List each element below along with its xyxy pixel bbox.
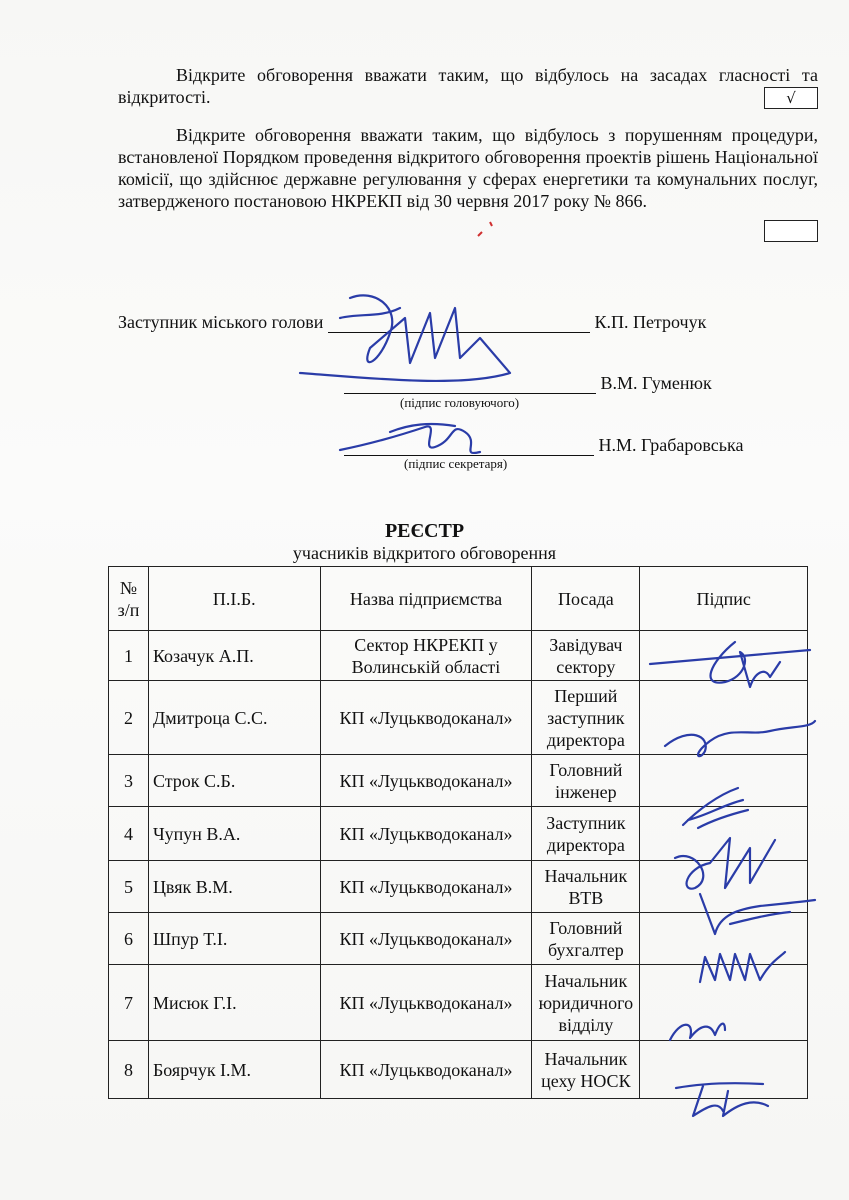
column-header-number: № з/п <box>109 567 149 631</box>
column-header-name: П.І.Б. <box>148 567 320 631</box>
column-header-signature: Підпис <box>640 567 808 631</box>
checkbox-violation[interactable] <box>764 220 818 242</box>
table-row: 1 Козачук А.П. Сектор НКРЕКП у Волинській області Завідувач сектору <box>109 631 808 681</box>
column-header-organization: Назва підприємства <box>320 567 532 631</box>
signature-underline <box>344 375 596 394</box>
signature-cell <box>640 861 808 913</box>
paragraph-open-discussion-ok: Відкрите обговорення вважати таким, що відбулось на засадах гласності та відкритості. <box>118 65 818 107</box>
signature-cell <box>640 1041 808 1099</box>
column-header-position: Посада <box>532 567 640 631</box>
signatory-name: К.П. Петрочук <box>594 312 707 332</box>
table-row: 7 Мисюк Г.І. КП «Луцькводоканал» Начальник юридичного відділу <box>109 965 808 1041</box>
table-row: 4 Чупун В.А. КП «Луцькводоканал» Заступник директора <box>109 807 808 861</box>
signatory-name: В.М. Гуменюк <box>600 373 712 393</box>
signature-cell <box>640 755 808 807</box>
table-row: 5 Цвяк В.М. КП «Луцькводоканал» Начальник ВТВ <box>109 861 808 913</box>
signature-caption-secretary: (підпис секретаря) <box>404 456 508 471</box>
paragraph-open-discussion-violation: Відкрите обговорення вважати таким, що відбулось з порушенням процедури, встановленої Порядком проведення відкритого обговорення проектів рішень Національної комісії, що здійснює державне регулювання у сферах енергетики та комунальних послуг, затвердженого постановою НКРЕКП від 30 червня 2017 року № 866. <box>118 125 818 211</box>
signature-cell <box>640 631 808 681</box>
signature-cell <box>640 913 808 965</box>
registry-table <box>108 566 808 1099</box>
registry-subtitle: учасників відкритого обговорення <box>292 543 557 563</box>
table-row: 6 Шпур Т.І. КП «Луцькводоканал» Головний бухгалтер <box>109 913 808 965</box>
signature-role-label: Заступник міського голови <box>118 312 324 332</box>
signature-line-deputy-mayor <box>118 312 706 333</box>
signatory-name: Н.М. Грабаровська <box>598 435 744 455</box>
table-row: 3 Строк С.Б. КП «Луцькводоканал» Головний інженер <box>109 755 808 807</box>
table-row: 2 Дмитроца С.С. КП «Луцькводоканал» Перший заступник директора <box>109 681 808 755</box>
registry-title: РЕЄСТР <box>384 520 465 542</box>
checkbox-ok[interactable] <box>764 87 818 109</box>
signature-line-chairman <box>344 373 712 394</box>
table-row: 8 Боярчук І.М. КП «Луцькводоканал» Начальник цеху НОСК <box>109 1041 808 1099</box>
signature-underline <box>344 437 594 456</box>
handwritten-signature-chairman <box>280 278 580 388</box>
red-ink-mark <box>470 214 500 244</box>
signature-cell <box>640 681 808 755</box>
check-mark-icon: √ <box>786 89 796 107</box>
signature-cell <box>640 807 808 861</box>
signature-cell <box>640 965 808 1041</box>
signature-caption-chairman: (підпис головуючого) <box>400 395 520 410</box>
signature-underline <box>328 314 590 333</box>
signature-line-secretary <box>344 435 743 456</box>
table-header-row <box>109 567 808 631</box>
